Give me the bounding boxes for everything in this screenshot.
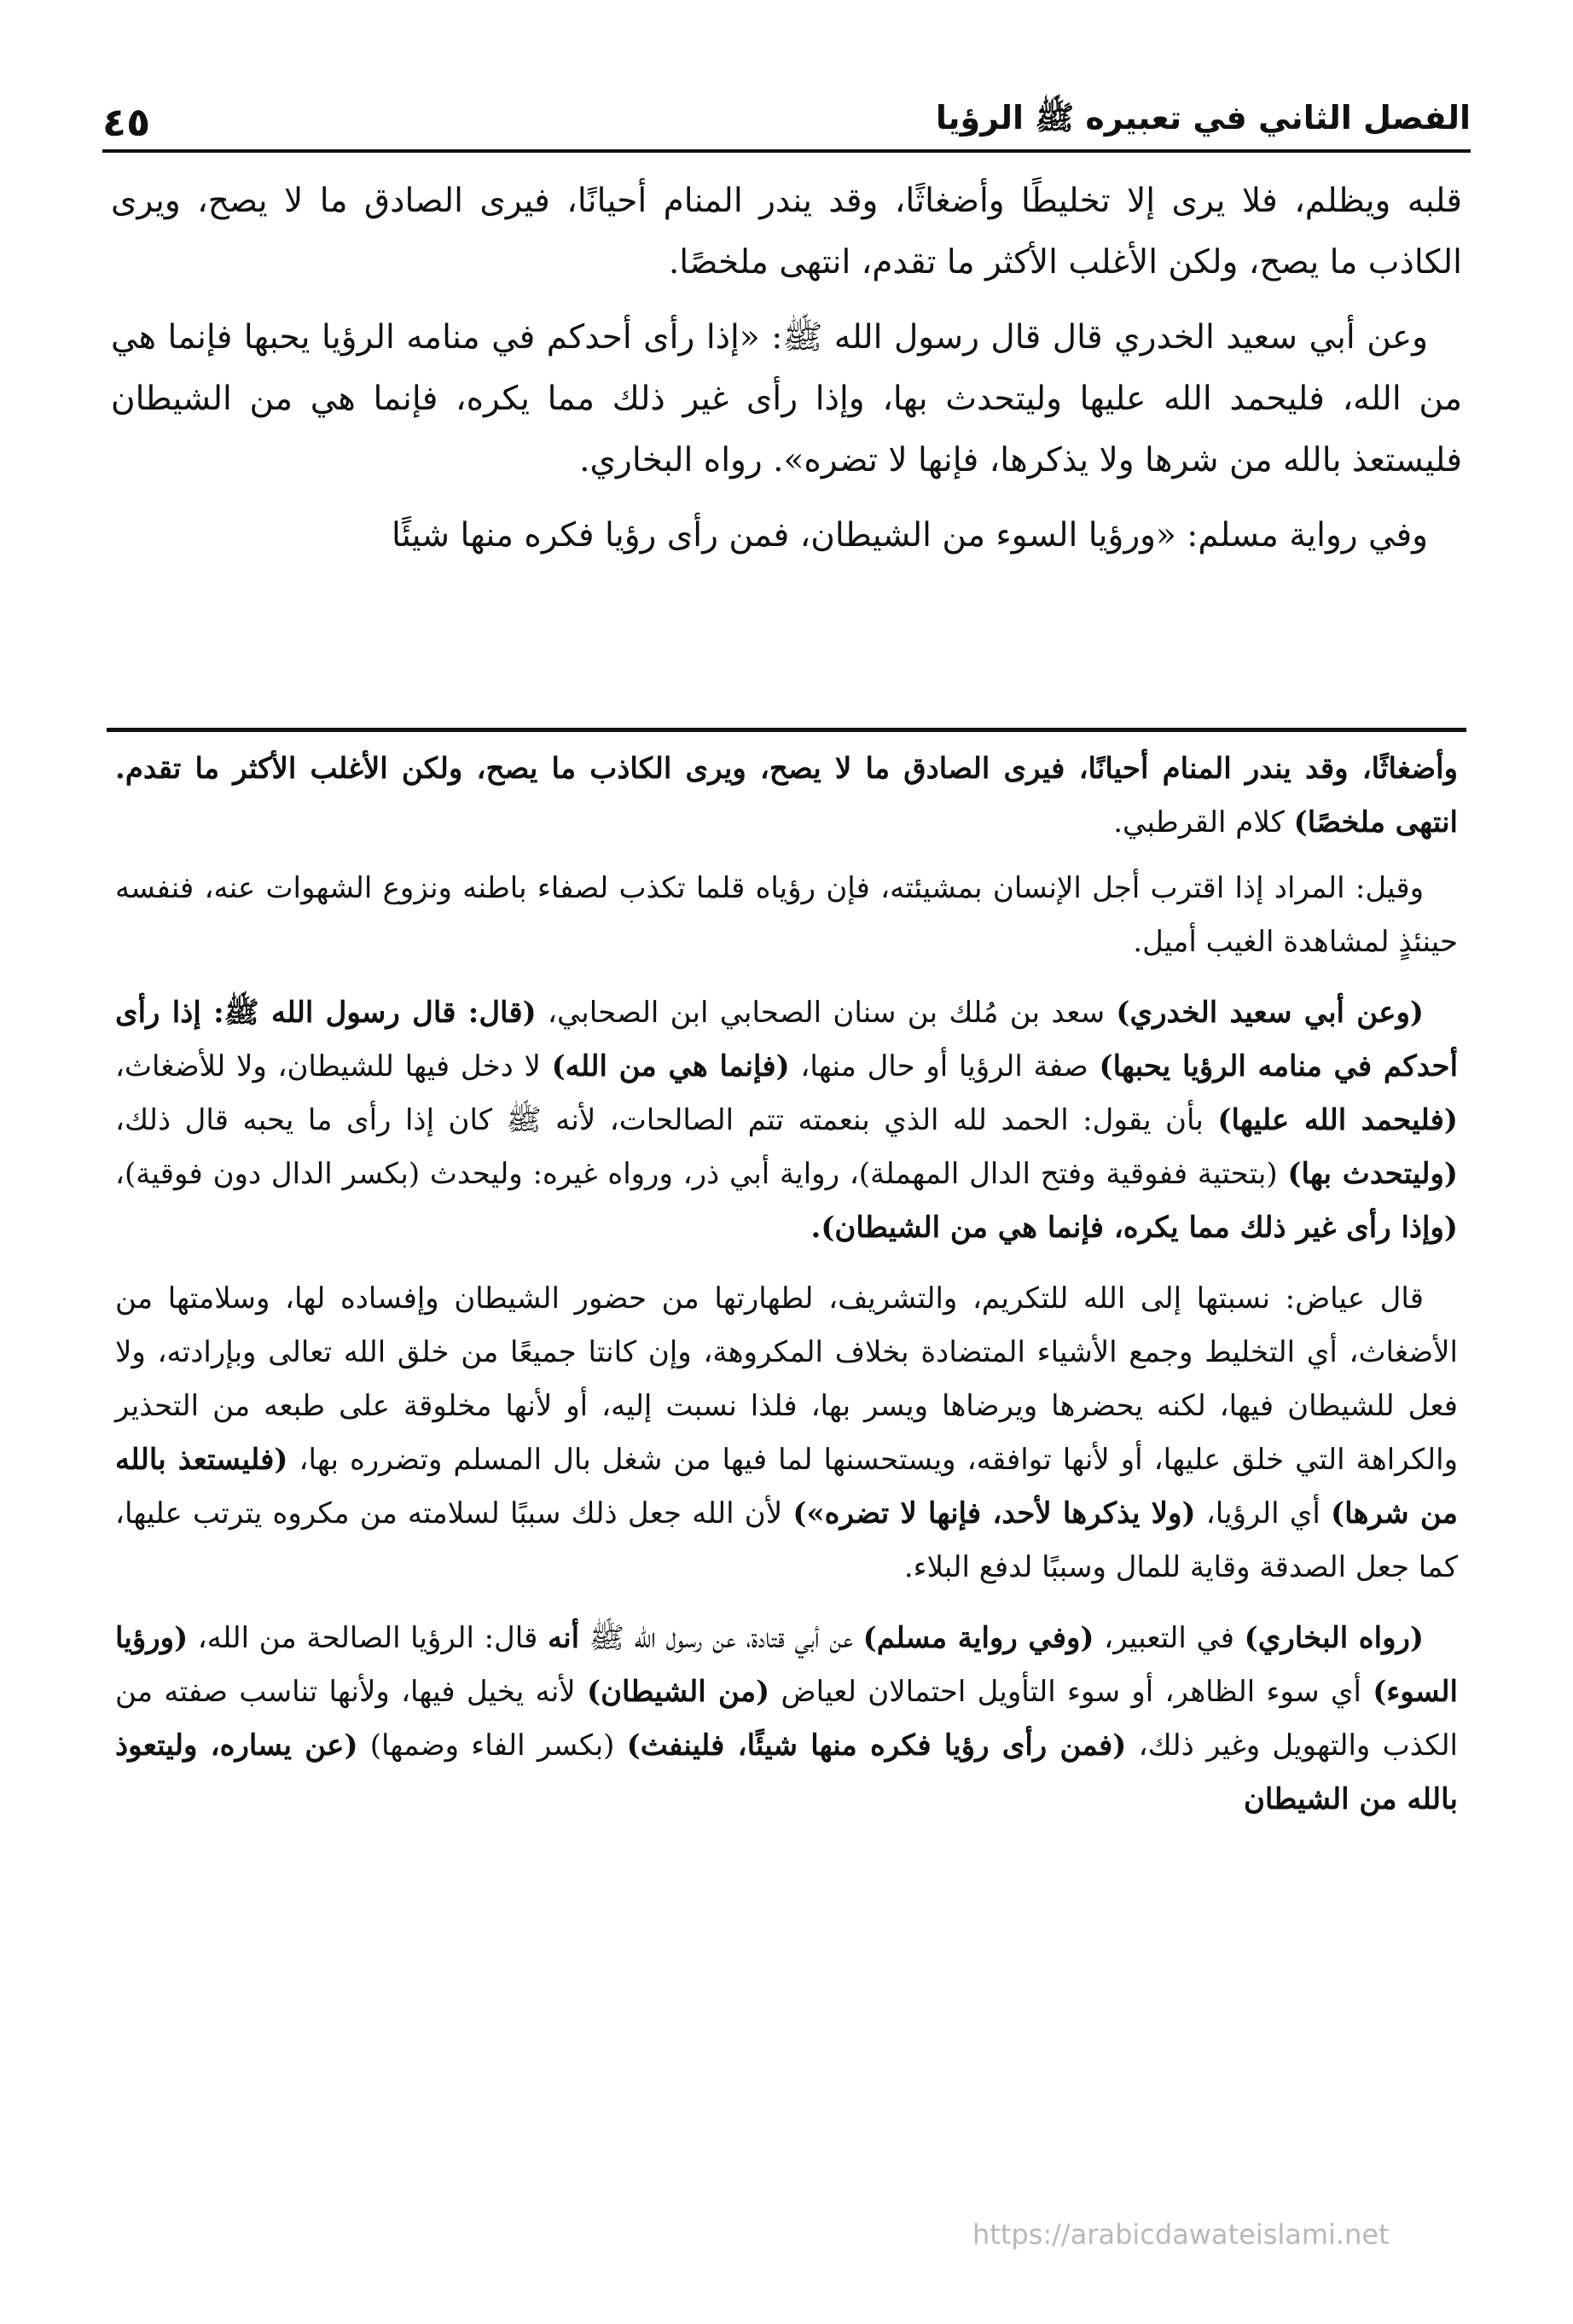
bold-segment: (فليحمد الله عليها)	[1217, 1103, 1458, 1137]
bold-segment: أنه	[547, 1621, 580, 1655]
bold-segment: (عن يساره، وليتعوذ بالله من الشيطان	[115, 1728, 1458, 1816]
watermark-url: https://arabicdawateislami.net	[972, 2218, 1390, 2251]
main-text	[111, 171, 1462, 580]
text-segment: عن أبي قتادة، عن رسول الله ﷺ	[579, 1621, 863, 1655]
text-segment: صفة الرؤيا أو حال منها،	[789, 1049, 1100, 1084]
text-segment: لا دخل فيها للشيطان، ولا للأضغاث،	[115, 1049, 552, 1084]
text-segment: كلام القرطبي.	[1113, 805, 1294, 840]
matn-paragraph-1: قلبه ويظلم، فلا يرى إلا تخليطًا وأضغاثًا، وقد يندر المنام أحيانًا، فيرى الصادق ما لا يصح، ويرى الكاذب ما يصح، ولكن الأغلب الأكثر ما تقدم، انتهى ملخصًا.	[111, 182, 1462, 282]
header-rule	[102, 149, 1471, 153]
bold-segment: (وعن أبي سعيد الخدري)	[1116, 996, 1424, 1030]
chapter-title: الفصل الثاني في تعبيره ﷺ الرؤيا	[935, 99, 1471, 137]
bold-segment: وأضغاثًا، وقد يندر المنام أحيانًا، فيرى الصادق ما لا يصح، ويرى الكاذب ما يصح، ولكن الأغلب الأكثر ما تقدم. انتهى ملخصًا)	[115, 752, 1458, 840]
text-segment: سعد بن مُلك بن سنان الصحابي ابن الصحابي،	[536, 996, 1117, 1030]
bold-segment: (فإنما هي من الله)	[551, 1049, 790, 1084]
bold-segment: (فمن رأى رؤيا فكره منها شيئًا، فلينفث)	[626, 1728, 1127, 1763]
text-segment: أي سوء الظاهر، أو سوء التأويل احتمالان لعياض	[769, 1675, 1373, 1709]
text-segment: قال: الرؤيا الصالحة من الله،	[188, 1621, 548, 1655]
bold-segment: (قال: قال رسول الله ﷺ: إذا رأى أحدكم في منامه الرؤيا يحبها)	[115, 996, 1459, 1084]
sharh-paragraph-4	[115, 1272, 1458, 1595]
bold-segment: (رواه البخاري)	[1244, 1621, 1424, 1655]
bold-segment: (وإذا رأى غير ذلك مما يكره، فإنما هي من الشيطان).	[810, 1211, 1458, 1245]
text-segment: أي الرؤيا،	[1195, 1496, 1332, 1531]
bold-segment: (من الشيطان)	[586, 1675, 770, 1709]
text-segment: بأن يقول: الحمد لله الذي بنعمته تتم الصالحات، لأنه ﷺ كان إذا رأى ما يحبه قال ذلك،	[115, 1103, 1218, 1137]
bold-segment: (ولا يذكرها لأحد، فإنها لا تضره»)	[792, 1496, 1196, 1531]
bold-segment: (وليتحدث بها)	[1287, 1157, 1458, 1191]
bold-segment: (ورؤيا السوء)	[115, 1621, 1458, 1709]
text-segment: (بتحتية ففوقية وفتح الدال المهملة)، رواية أبي ذر، ورواه غيره: وليحدث (بكسر الدال دون فوقية)،	[115, 1157, 1288, 1191]
page-number: ٤٥	[102, 99, 151, 145]
commentary-text	[115, 742, 1458, 1844]
matn-paragraph-3: وفي رواية مسلم: «ورؤيا السوء من الشيطان، فمن رأى رؤيا فكره منها شيئًا	[392, 516, 1428, 555]
bold-segment: (فليستعذ بالله من شرها)	[115, 1443, 1458, 1531]
bold-segment: (وفي رواية مسلم)	[862, 1621, 1094, 1655]
text-segment: لأنه يخيل فيها، ولأنها تناسب صفته من الكذب والتهويل وغير ذلك،	[115, 1675, 1459, 1763]
text-segment: لأن الله جعل ذلك سببًا لسلامته من مكروه يترتب عليها، كما جعل الصدقة وقاية للمال وسببًا لدفع البلاء.	[115, 1496, 1458, 1584]
page-header	[102, 85, 1471, 145]
matn-paragraph-2: وعن أبي سعيد الخدري قال قال رسول الله ﷺ: «إذا رأى أحدكم في منامه الرؤيا يحبها فإنما هي من الله، فليحمد الله عليها وليتحدث بها، وإذا رأى غير ذلك مما يكره، فإنما هي من الشيطان فليستعذ بالله من شرها ولا يذكرها، فإنها لا تضره». رواه البخاري.	[111, 318, 1462, 479]
text-segment: في التعبير،	[1094, 1621, 1245, 1655]
sharh-paragraph-5	[115, 1612, 1458, 1827]
text-segment: قال عياض: نسبتها إلى الله للتكريم، والتشريف، لطهارتها من حضور الشيطان وإفساده لها، وسلامتها من الأضغاث، أي التخليط وجمع الأشياء المتضادة بخلاف المكروهة، وإن كانتا جميعًا من خلق الله تعالى وبإرادته، ولا فعل للشيطان فيها، لكنه يحضرها ويرضاها ويسر بها، فلذا نسبت إليه، أو لأنها مخلوقة على طبعه من التحذير والكراهة التي خلق عليها، أو لأنها توافقه، ويستحسنها لما فيها من شغل بال المسلم وتضرره بها،	[115, 1281, 1458, 1477]
section-divider	[107, 728, 1466, 732]
text-segment: (بكسر الفاء وضمها)	[357, 1728, 627, 1763]
sharh-paragraph-3	[115, 986, 1458, 1255]
sharh-paragraph-1	[115, 742, 1458, 850]
sharh-paragraph-2: وقيل: المراد إذا اقترب أجل الإنسان بمشيئته، فإن رؤياه قلما تكذب لصفاء باطنه ونزوع الشهوات عنه، فنفسه حينئذٍ لمشاهدة الغيب أميل.	[115, 871, 1458, 959]
